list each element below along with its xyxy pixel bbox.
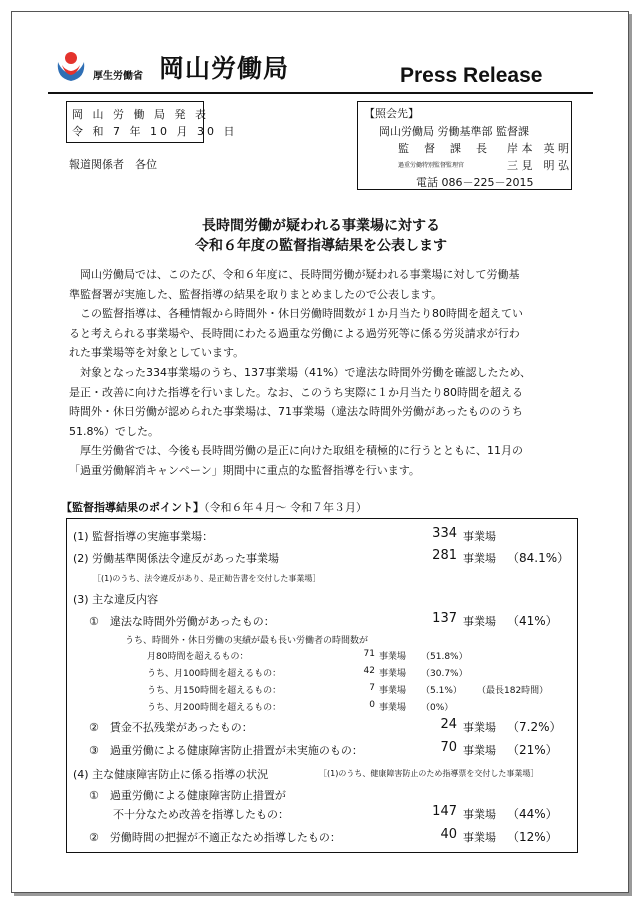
summary-heading <box>61 499 367 515</box>
item-4-note: ［(1)のうち、健康障害防止のため指導票を交付した事業場］ <box>319 769 539 778</box>
ministry-name: 厚生労働省 <box>93 71 143 82</box>
text-line: 51.8%）でした。 <box>69 424 159 438</box>
item-1-count: 334 <box>432 526 457 541</box>
text-line: 時間外・休日労働が認められた事業場は、71事業場（違法な時間外労働があったもののうち <box>69 405 523 418</box>
contact-label: 【照会先】 <box>364 107 419 120</box>
text-line: 岡山労働局では、このたび、令和６年度に、長時間労働が疑われる事業場に対して労働基 <box>69 268 520 281</box>
contact-box <box>357 101 572 190</box>
unit-label: 事業場 <box>379 652 407 662</box>
unit-label: 事業場 <box>463 744 496 757</box>
body-paragraph-4 <box>69 441 574 480</box>
issue-date: 令 和 7 年 10 月 30 日 <box>72 125 238 138</box>
item-3b-count: 24 <box>440 717 457 732</box>
unit-label: 事業場 <box>379 703 407 713</box>
item-3a-count: 137 <box>432 611 457 626</box>
tier-2-pct: （30.7%） <box>421 669 468 679</box>
contact-role-2: 過重労働特別監督監理官 <box>398 162 465 169</box>
unit-label: 事業場 <box>463 721 496 734</box>
bureau-name: 岡山労働局 <box>159 54 290 83</box>
item-2-pct: （84.1%） <box>507 551 570 565</box>
item-2-note: ［(1)のうち、法令違反があり、是正勧告書を交付した事業場］ <box>93 574 321 583</box>
unit-label: 事業場 <box>463 808 496 821</box>
unit-label: 事業場 <box>463 552 496 565</box>
unit-label: 事業場 <box>463 831 496 844</box>
text-line: ると考えられる事業場や、長時間にわたる過重な労働による過労死等に係る労災請求が行わ <box>69 326 520 340</box>
item-3c-count: 70 <box>440 740 457 755</box>
title-line-2: 令和６年度の監督指導結果を公表します <box>195 238 447 254</box>
tier-1-label: 月80時間を超えるもの： <box>147 652 249 662</box>
item-2-count: 281 <box>432 548 457 563</box>
text-line: れた事業場等を対象としています。 <box>69 346 245 359</box>
item-3c-pct: （21%） <box>507 743 558 757</box>
press-release-label: Press Release <box>400 64 543 87</box>
tier-2-count: 42 <box>363 666 375 676</box>
item-4-label: (4) 主な健康障害防止に係る指導の状況 <box>73 768 269 781</box>
item-2-label: (2) 労働基準関係法令違反があった事業場 <box>73 552 279 565</box>
item-3b-label: ② 賃金不払残業があったもの： <box>89 721 253 734</box>
item-3b-pct: （7.2%） <box>507 720 562 734</box>
tier-1-pct: （51.8%） <box>421 652 468 662</box>
item-1-label: (1) 監督指導の実施事業場： <box>73 530 214 543</box>
item-4b-count: 40 <box>440 827 457 842</box>
tier-3-label: うち、月150時間を超えるもの： <box>147 686 282 696</box>
item-3a-pct: （41%） <box>507 614 558 628</box>
item-4a-count: 147 <box>432 804 457 819</box>
addressee: 報道関係者 各位 <box>69 158 157 171</box>
summary-heading-label: 【監督指導結果のポイント】 <box>61 501 204 514</box>
item-4b-label: ② 労働時間の把握が不適正なため指導したもの： <box>89 831 341 844</box>
body-paragraph-3 <box>69 363 574 441</box>
tier-3-count: 7 <box>369 683 375 693</box>
tier-3-extra: （最長182時間） <box>477 686 549 696</box>
item-4a-label-line-1: ① 過重労働による健康障害防止措置が <box>89 789 286 802</box>
contact-department: 岡山労働局 労働基準部 監督課 <box>379 125 529 138</box>
contact-name-1: 岸 本 英 明 <box>507 142 569 155</box>
unit-label: 事業場 <box>463 530 496 543</box>
text-line: 準監督署が実施した、監督指導の結果を取りまとめましたので公表します。 <box>69 287 443 301</box>
tier-2-label: うち、月100時間を超えるもの： <box>147 669 282 679</box>
item-3a-label: ① 違法な時間外労働があったもの： <box>89 615 275 628</box>
tier-4-label: うち、月200時間を超えるもの： <box>147 703 282 713</box>
text-line: 厚生労働省では、今後も長時間労働の是正に向けた取組を積極的に行うとともに、11月の <box>69 444 523 457</box>
text-line: 是正・改善に向けた指導を行いました。なお、このうち実際に１か月当たり80時間を超える <box>69 385 523 399</box>
summary-period: （令和６年４月～ 令和７年３月） <box>204 501 367 514</box>
title-line-1: 長時間労働が疑われる事業場に対する <box>202 218 440 234</box>
contact-name-2: 三 見 明 弘 <box>507 159 569 172</box>
item-4a-pct: （44%） <box>507 807 558 821</box>
body-paragraph-1 <box>69 265 574 304</box>
contact-role-1: 監 督 課 長 <box>398 142 489 155</box>
text-line: この監督指導は、各種情報から時間外・休日労働時間数が１か月当たり80時間を超えてい <box>69 307 523 320</box>
issuer: 岡 山 労 働 局 発 表 <box>72 108 209 121</box>
unit-label: 事業場 <box>379 669 407 679</box>
unit-label: 事業場 <box>379 686 407 696</box>
contact-phone: 電話 086－225－2015 <box>416 176 534 189</box>
text-line: 「過重労働解消キャンペーン」期間中に重点的な監督指導を行います。 <box>69 463 420 477</box>
tier-4-count: 0 <box>369 700 375 710</box>
text-line: 対象となった334事業場のうち、137事業場（41%）で違法な時間外労働を確認したため、 <box>69 366 531 379</box>
item-4a-label-line-2: 不十分なため改善を指導したもの： <box>113 808 289 821</box>
header-divider <box>48 92 593 94</box>
item-3c-label: ③ 過重労働による健康障害防止措置が未実施のもの： <box>89 744 363 757</box>
tier-3-pct: （5.1%） <box>421 686 462 696</box>
item-3a-note: うち、時間外・休日労働の実績が最も長い労働者の時間数が <box>125 636 369 646</box>
tier-1-count: 71 <box>363 649 375 659</box>
tier-4-pct: （0%） <box>421 703 454 713</box>
issue-box <box>66 101 238 143</box>
summary-box <box>66 518 578 853</box>
item-3-label: (3) 主な違反内容 <box>73 593 159 606</box>
unit-label: 事業場 <box>463 615 496 628</box>
item-4b-pct: （12%） <box>507 830 558 844</box>
body-paragraph-2 <box>69 304 574 363</box>
mhlw-logo-icon <box>53 50 89 84</box>
